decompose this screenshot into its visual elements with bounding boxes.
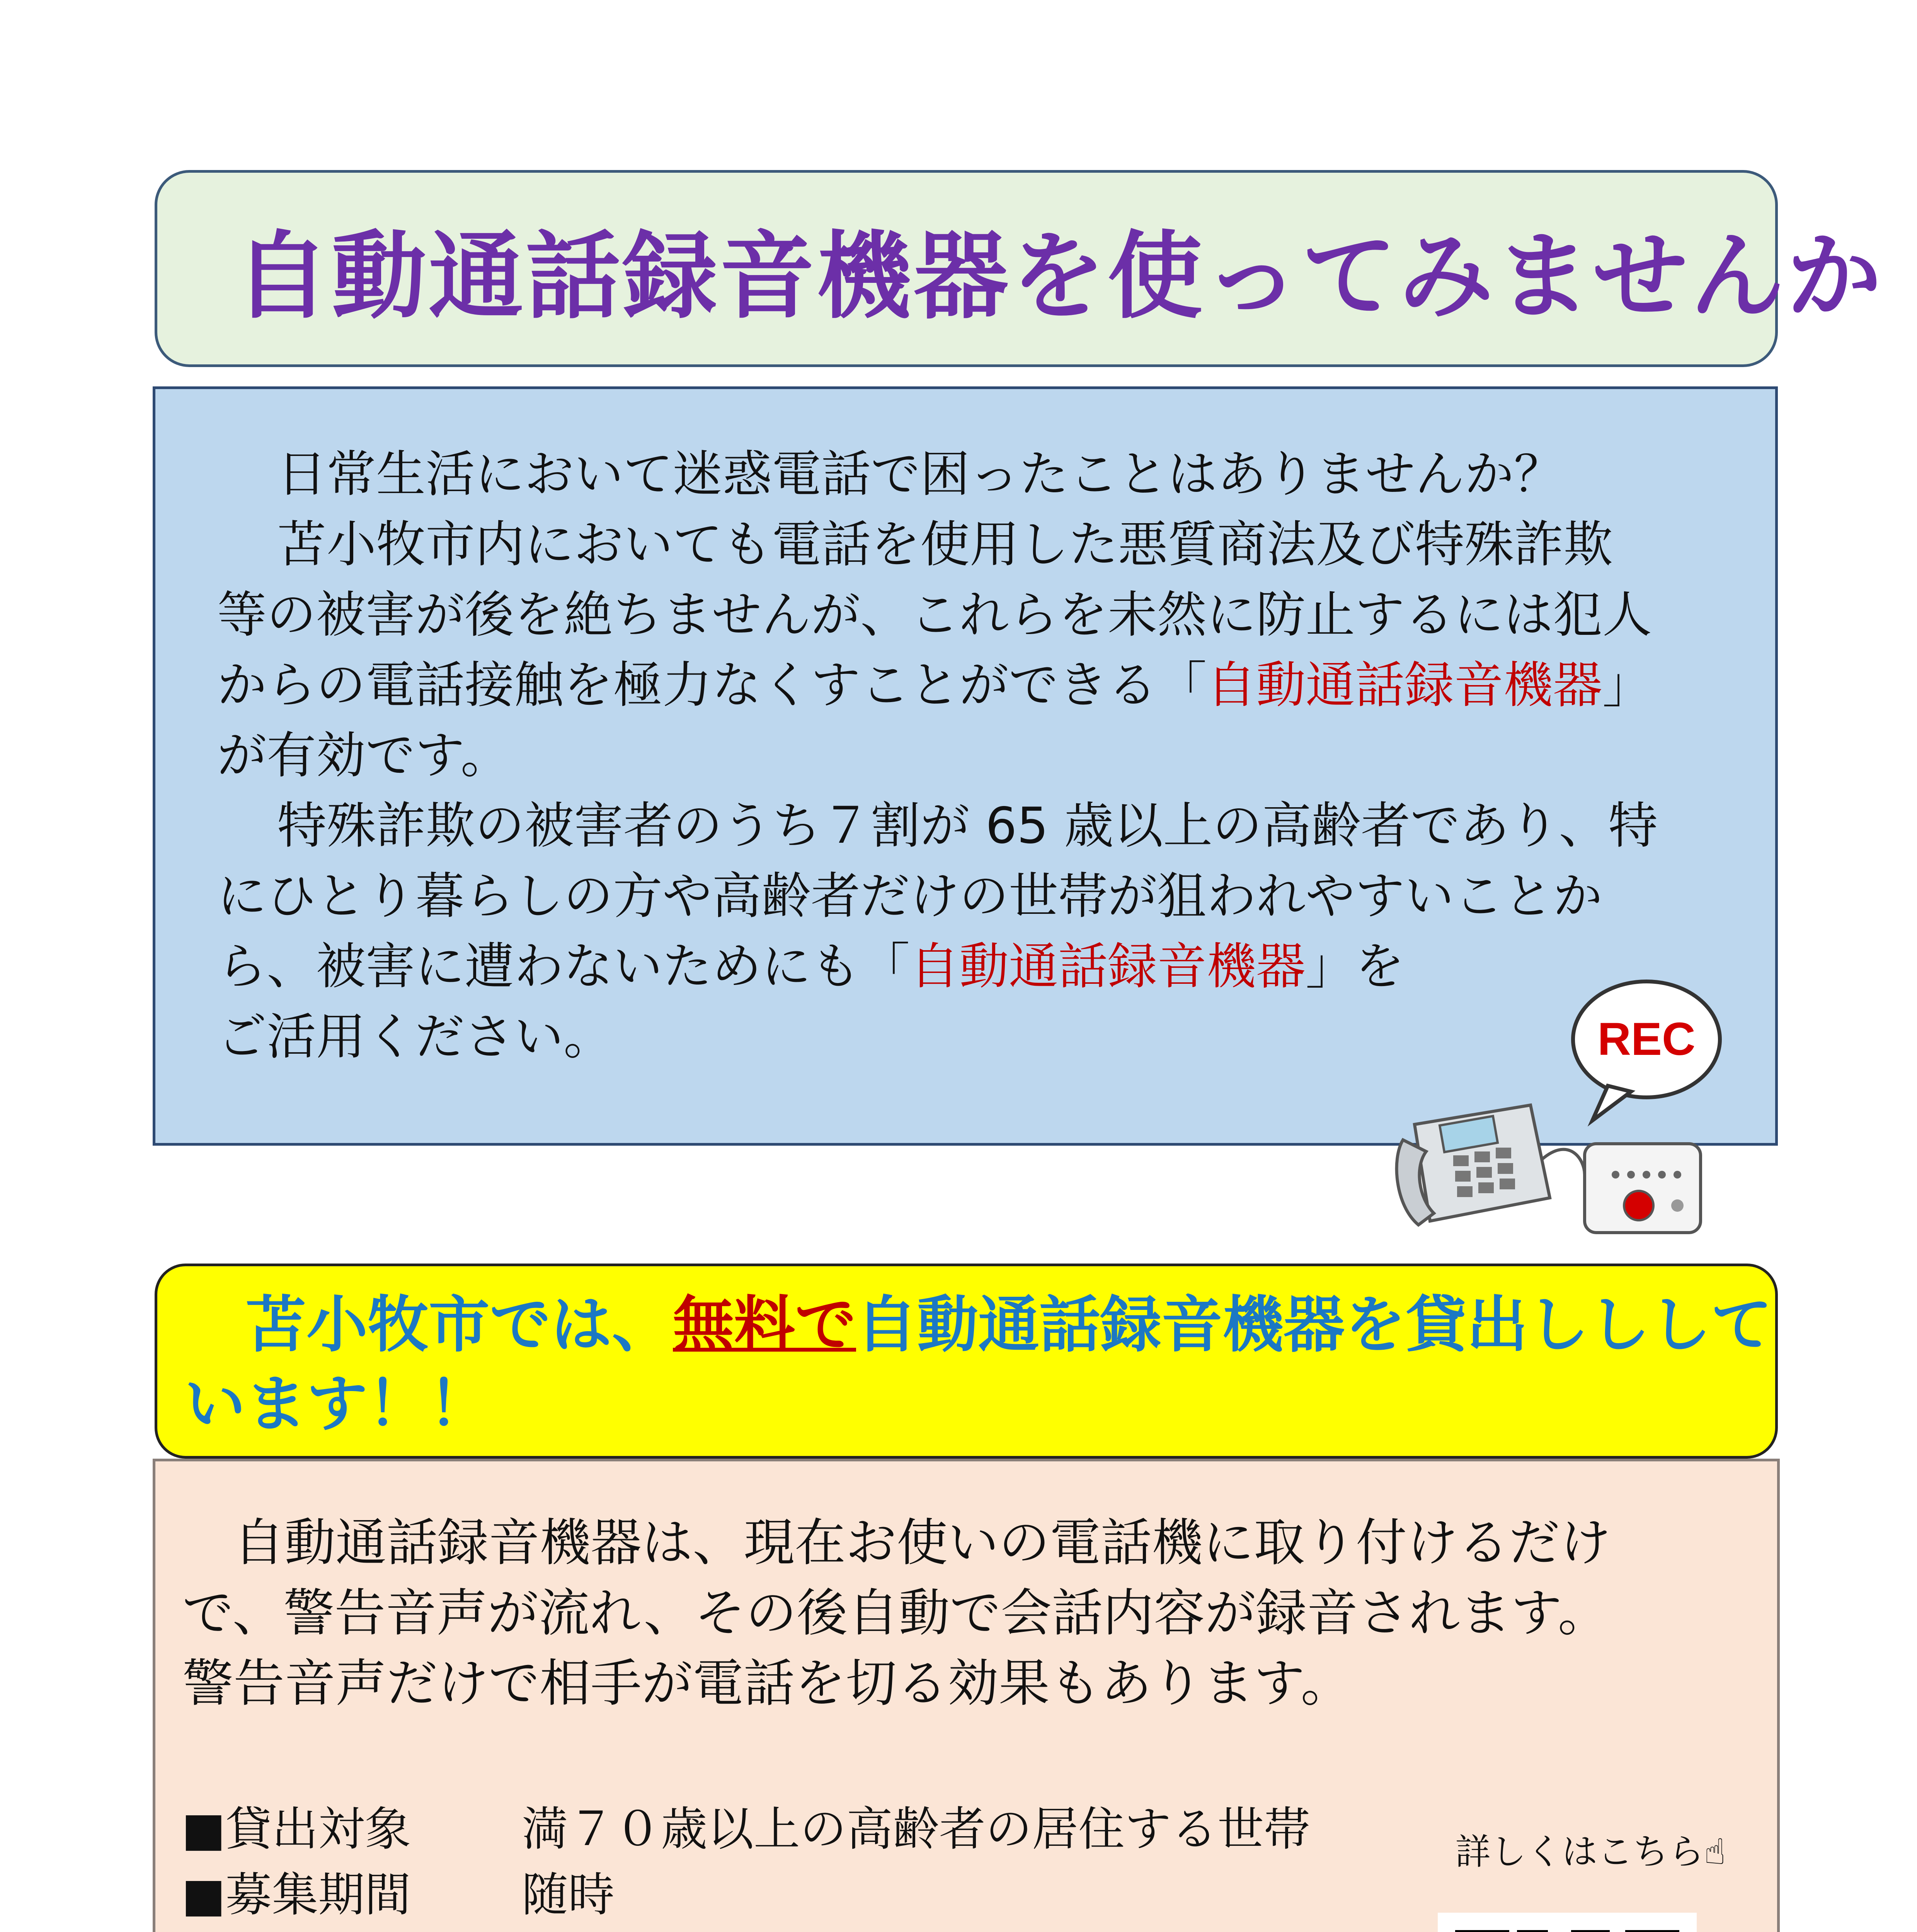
description-line: 警告音声だけで相手が電話を切る効果もあります。 bbox=[182, 1654, 1352, 1713]
page-title: 自動通話録音機器を使ってみませんか bbox=[235, 221, 1884, 332]
qr-caption-box bbox=[1411, 1793, 1770, 1905]
loan-details-list bbox=[182, 1797, 1310, 1932]
free-highlight: 無料で bbox=[673, 1289, 856, 1361]
device-name-highlight: 自動通話録音機器 bbox=[910, 938, 1306, 995]
desk-phone-icon bbox=[1397, 1105, 1585, 1225]
intro-line: ら、被害に遭わないためにも「自動通話録音機器」を bbox=[217, 938, 1405, 995]
banner-line-2: います！！ bbox=[184, 1369, 490, 1440]
qr-caption: 詳しくはこちら☝ bbox=[1455, 1831, 1726, 1872]
banner-line-1: 苫小牧市では、無料で自動通話録音機器を貸出ししして bbox=[245, 1289, 1772, 1361]
free-loan-banner bbox=[155, 1264, 1778, 1459]
list-item: ■貸出対象 満７０歳以上の高齢者の居住する世帯 bbox=[182, 1803, 1310, 1856]
rec-bubble-icon bbox=[1573, 981, 1720, 1121]
rec-label: REC bbox=[1597, 1013, 1696, 1065]
intro-line: ご活用ください。 bbox=[217, 1008, 613, 1066]
intro-line: にひとり暮らしの方や高齢者だけの世帯が狙われやすいことか bbox=[217, 867, 1603, 925]
qr-code-icon bbox=[1455, 1930, 1679, 1932]
recorder-device-icon bbox=[1585, 1144, 1701, 1233]
qr-code[interactable] bbox=[1438, 1913, 1697, 1932]
title-banner bbox=[155, 170, 1884, 367]
intro-line: 日常生活において迷惑電話で困ったことはありませんか？ bbox=[277, 446, 1564, 503]
description-line: で、警告音声が流れ、その後自動で会話内容が録音されます。 bbox=[182, 1583, 1609, 1643]
device-name-highlight: 自動通話録音機器 bbox=[1207, 656, 1603, 714]
list-item bbox=[182, 1928, 1310, 1932]
phone-recorder-illustration bbox=[1368, 958, 1755, 1260]
intro-line: からの電話接触を極力なくすことができる「自動通話録音機器」 bbox=[217, 656, 1652, 714]
description-line: 自動通話録音機器は、現在お使いの電話機に取り付けるだけ bbox=[233, 1513, 1611, 1573]
intro-line: 特殊詐欺の被害者のうち７割が 65 歳以上の高齢者であり、特 bbox=[277, 797, 1658, 855]
list-item: ■募集期間 随時 bbox=[182, 1868, 615, 1922]
intro-line: が有効です。 bbox=[217, 727, 510, 784]
intro-line: 苫小牧市内においても電話を使用した悪質商法及び特殊詐欺 bbox=[277, 516, 1613, 573]
intro-line: 等の被害が後を絶ちませんが、これらを未然に防止するには犯人 bbox=[217, 586, 1652, 644]
